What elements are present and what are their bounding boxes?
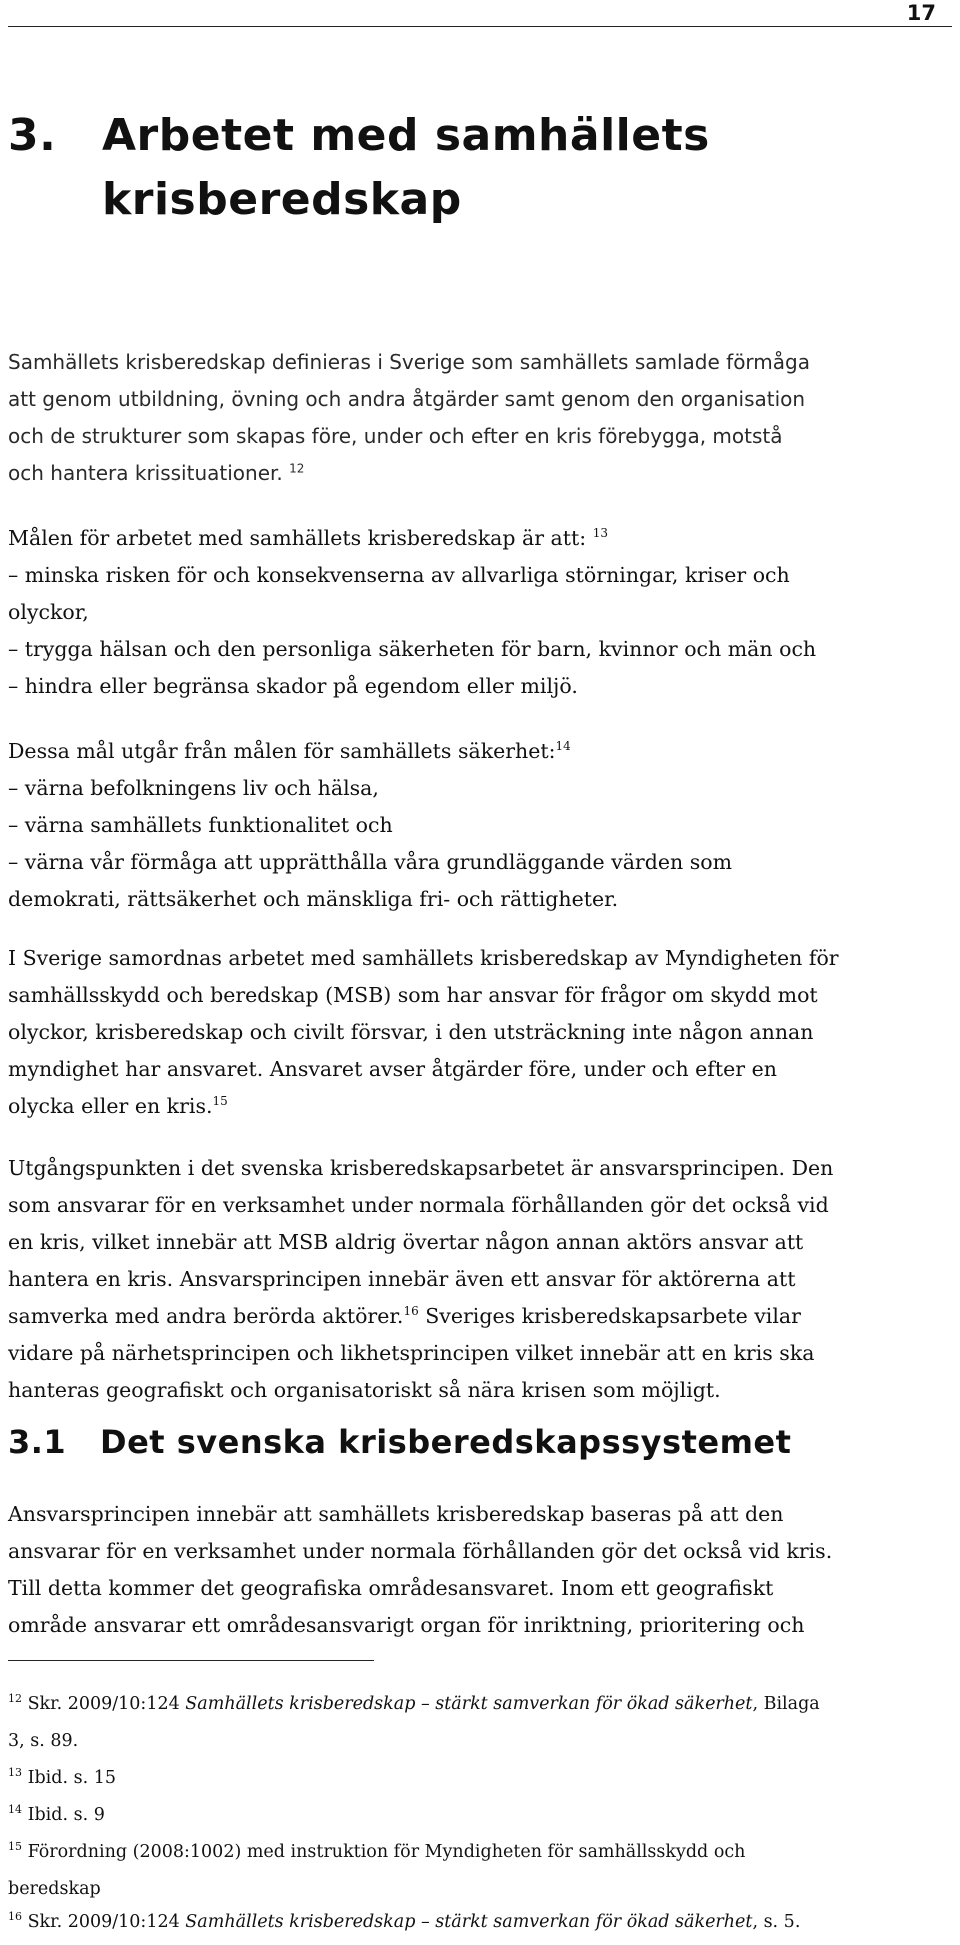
text-line: Samhällets krisberedskap definieras i Sverige som samhällets samlade förmåga — [8, 350, 810, 374]
text-line — [8, 1298, 948, 1335]
text-line: hanteras geografiskt och organisatoriskt så nära krisen som möjligt. — [8, 1378, 721, 1402]
footnote-line — [8, 1904, 953, 1941]
footnote-line — [8, 1797, 953, 1834]
footnote-number: 14 — [8, 1803, 22, 1817]
chapter-number: 3. — [8, 110, 57, 161]
footnote-number: 13 — [8, 1766, 22, 1780]
goal-item: – minska risken för och konsekvenserna av allvarliga störningar, kriser och — [8, 563, 790, 587]
intro-paragraph — [8, 344, 948, 492]
page-number: 17 — [906, 1, 936, 25]
security-goal-item: – värna vår förmåga att upprätthålla våra grundläggande värden som — [8, 850, 733, 874]
goals-paragraph — [8, 520, 948, 705]
footnote-line — [8, 1686, 953, 1723]
footnote-italic-title: Samhällets krisberedskap – stärkt samverkan för ökad säkerhet — [185, 1912, 753, 1932]
footnote-ref-16: 16 — [403, 1304, 419, 1319]
goal-item: – hindra eller begränsa skador på egendom eller miljö. — [8, 674, 578, 698]
text-line: som ansvarar för en verksamhet under normala förhållanden gör det också vid — [8, 1193, 829, 1217]
text-fragment: och hantera krissituationer. — [8, 461, 283, 485]
footnote-number: 15 — [8, 1840, 22, 1854]
text-fragment: Förordning (2008:1002) med instruktion för Myndigheten för samhällsskydd och — [22, 1842, 746, 1862]
text-line — [8, 455, 948, 492]
footnote-12 — [8, 1686, 953, 1760]
chapter-title-line1: Arbetet med samhällets — [102, 110, 710, 161]
text-fragment: Ibid. s. 15 — [22, 1768, 116, 1788]
text-line: Ansvarsprincipen innebär att samhällets krisberedskap baseras på att den — [8, 1502, 784, 1526]
footnote-line: 3, s. 89. — [8, 1731, 79, 1751]
text-fragment: , s. 5. — [752, 1912, 801, 1932]
footnote-separator — [8, 1660, 374, 1661]
text-line: att genom utbildning, övning och andra åtgärder samt genom den organisation — [8, 387, 806, 411]
text-fragment: Sveriges krisberedskapsarbete vilar — [418, 1304, 801, 1328]
footnote-line — [8, 1760, 953, 1797]
text-line: Utgångspunkten i det svenska krisberedskapsarbetet är ansvarsprincipen. Den — [8, 1156, 834, 1180]
section-title-text: Det svenska krisberedskapssystemet — [100, 1423, 792, 1461]
text-line: och de strukturer som skapas före, under och efter en kris förebygga, motstå — [8, 424, 783, 448]
footnote-number: 12 — [8, 1692, 22, 1706]
section-number: 3.1 — [8, 1423, 67, 1461]
footnote-14 — [8, 1797, 953, 1834]
text-line: Till detta kommer det geografiska områdesansvaret. Inom ett geografiskt — [8, 1576, 774, 1600]
text-line: vidare på närhetsprincipen och likhetsprincipen vilket innebär att en kris ska — [8, 1341, 815, 1365]
footnote-16 — [8, 1904, 953, 1941]
goal-item-continuation: olyckor, — [8, 600, 89, 624]
text-fragment: Skr. 2009/10:124 — [22, 1912, 186, 1932]
text-fragment: samverka med andra berörda aktörer. — [8, 1304, 404, 1328]
goal-item: – trygga hälsan och den personliga säkerheten för barn, kvinnor och män och — [8, 637, 817, 661]
security-goals-intro — [8, 733, 948, 770]
text-line: samhällsskydd och beredskap (MSB) som har ansvar för frågor om skydd mot — [8, 983, 818, 1007]
text-fragment: olycka eller en kris. — [8, 1094, 213, 1118]
text-line: olyckor, krisberedskap och civilt försvar, i den utsträckning inte någon annan — [8, 1020, 814, 1044]
footnote-number: 16 — [8, 1910, 22, 1924]
footnote-15 — [8, 1834, 953, 1908]
text-line: ansvarar för en verksamhet under normala förhållanden gör det också vid kris. — [8, 1539, 833, 1563]
security-goal-item: – värna samhällets funktionalitet och — [8, 813, 393, 837]
footnote-ref-12: 12 — [289, 461, 305, 476]
principles-paragraph — [8, 1150, 948, 1409]
section-title — [8, 1420, 791, 1464]
footnote-line: beredskap — [8, 1879, 101, 1899]
text-fragment: , Bilaga — [752, 1694, 820, 1714]
chapter-title — [8, 104, 908, 232]
footnote-italic-title: Samhällets krisberedskap – stärkt samverkan för ökad säkerhet — [185, 1694, 753, 1714]
footnote-line — [8, 1834, 953, 1871]
text-line: I Sverige samordnas arbetet med samhällets krisberedskap av Myndigheten för — [8, 946, 839, 970]
footnote-ref-14: 14 — [555, 739, 571, 754]
text-line: myndighet har ansvaret. Ansvaret avser åtgärder före, under och efter en — [8, 1057, 777, 1081]
text-fragment: Ibid. s. 9 — [22, 1805, 105, 1825]
text-line: hantera en kris. Ansvarsprincipen innebär även ett ansvar för aktörerna att — [8, 1267, 796, 1291]
header-rule — [8, 26, 952, 27]
text-line: område ansvarar ett områdesansvarigt organ för inriktning, prioritering och — [8, 1613, 805, 1637]
security-goal-item-continuation: demokrati, rättsäkerhet och mänskliga fri- och rättigheter. — [8, 887, 619, 911]
security-goals-paragraph — [8, 733, 948, 918]
text-line: en kris, vilket innebär att MSB aldrig övertar någon annan aktörs ansvar att — [8, 1230, 804, 1254]
security-goal-item: – värna befolkningens liv och hälsa, — [8, 776, 379, 800]
footnote-13 — [8, 1760, 953, 1797]
msb-paragraph — [8, 940, 948, 1125]
text-fragment: Dessa mål utgår från målen för samhällets säkerhet: — [8, 739, 556, 763]
footnote-ref-15: 15 — [212, 1094, 228, 1109]
footnote-ref-13: 13 — [592, 526, 608, 541]
text-fragment: Skr. 2009/10:124 — [22, 1694, 186, 1714]
section-paragraph — [8, 1496, 948, 1644]
chapter-title-line2: krisberedskap — [102, 174, 462, 225]
text-fragment: Målen för arbetet med samhällets krisberedskap är att: — [8, 526, 587, 550]
text-line — [8, 1088, 948, 1125]
goals-intro — [8, 520, 948, 557]
